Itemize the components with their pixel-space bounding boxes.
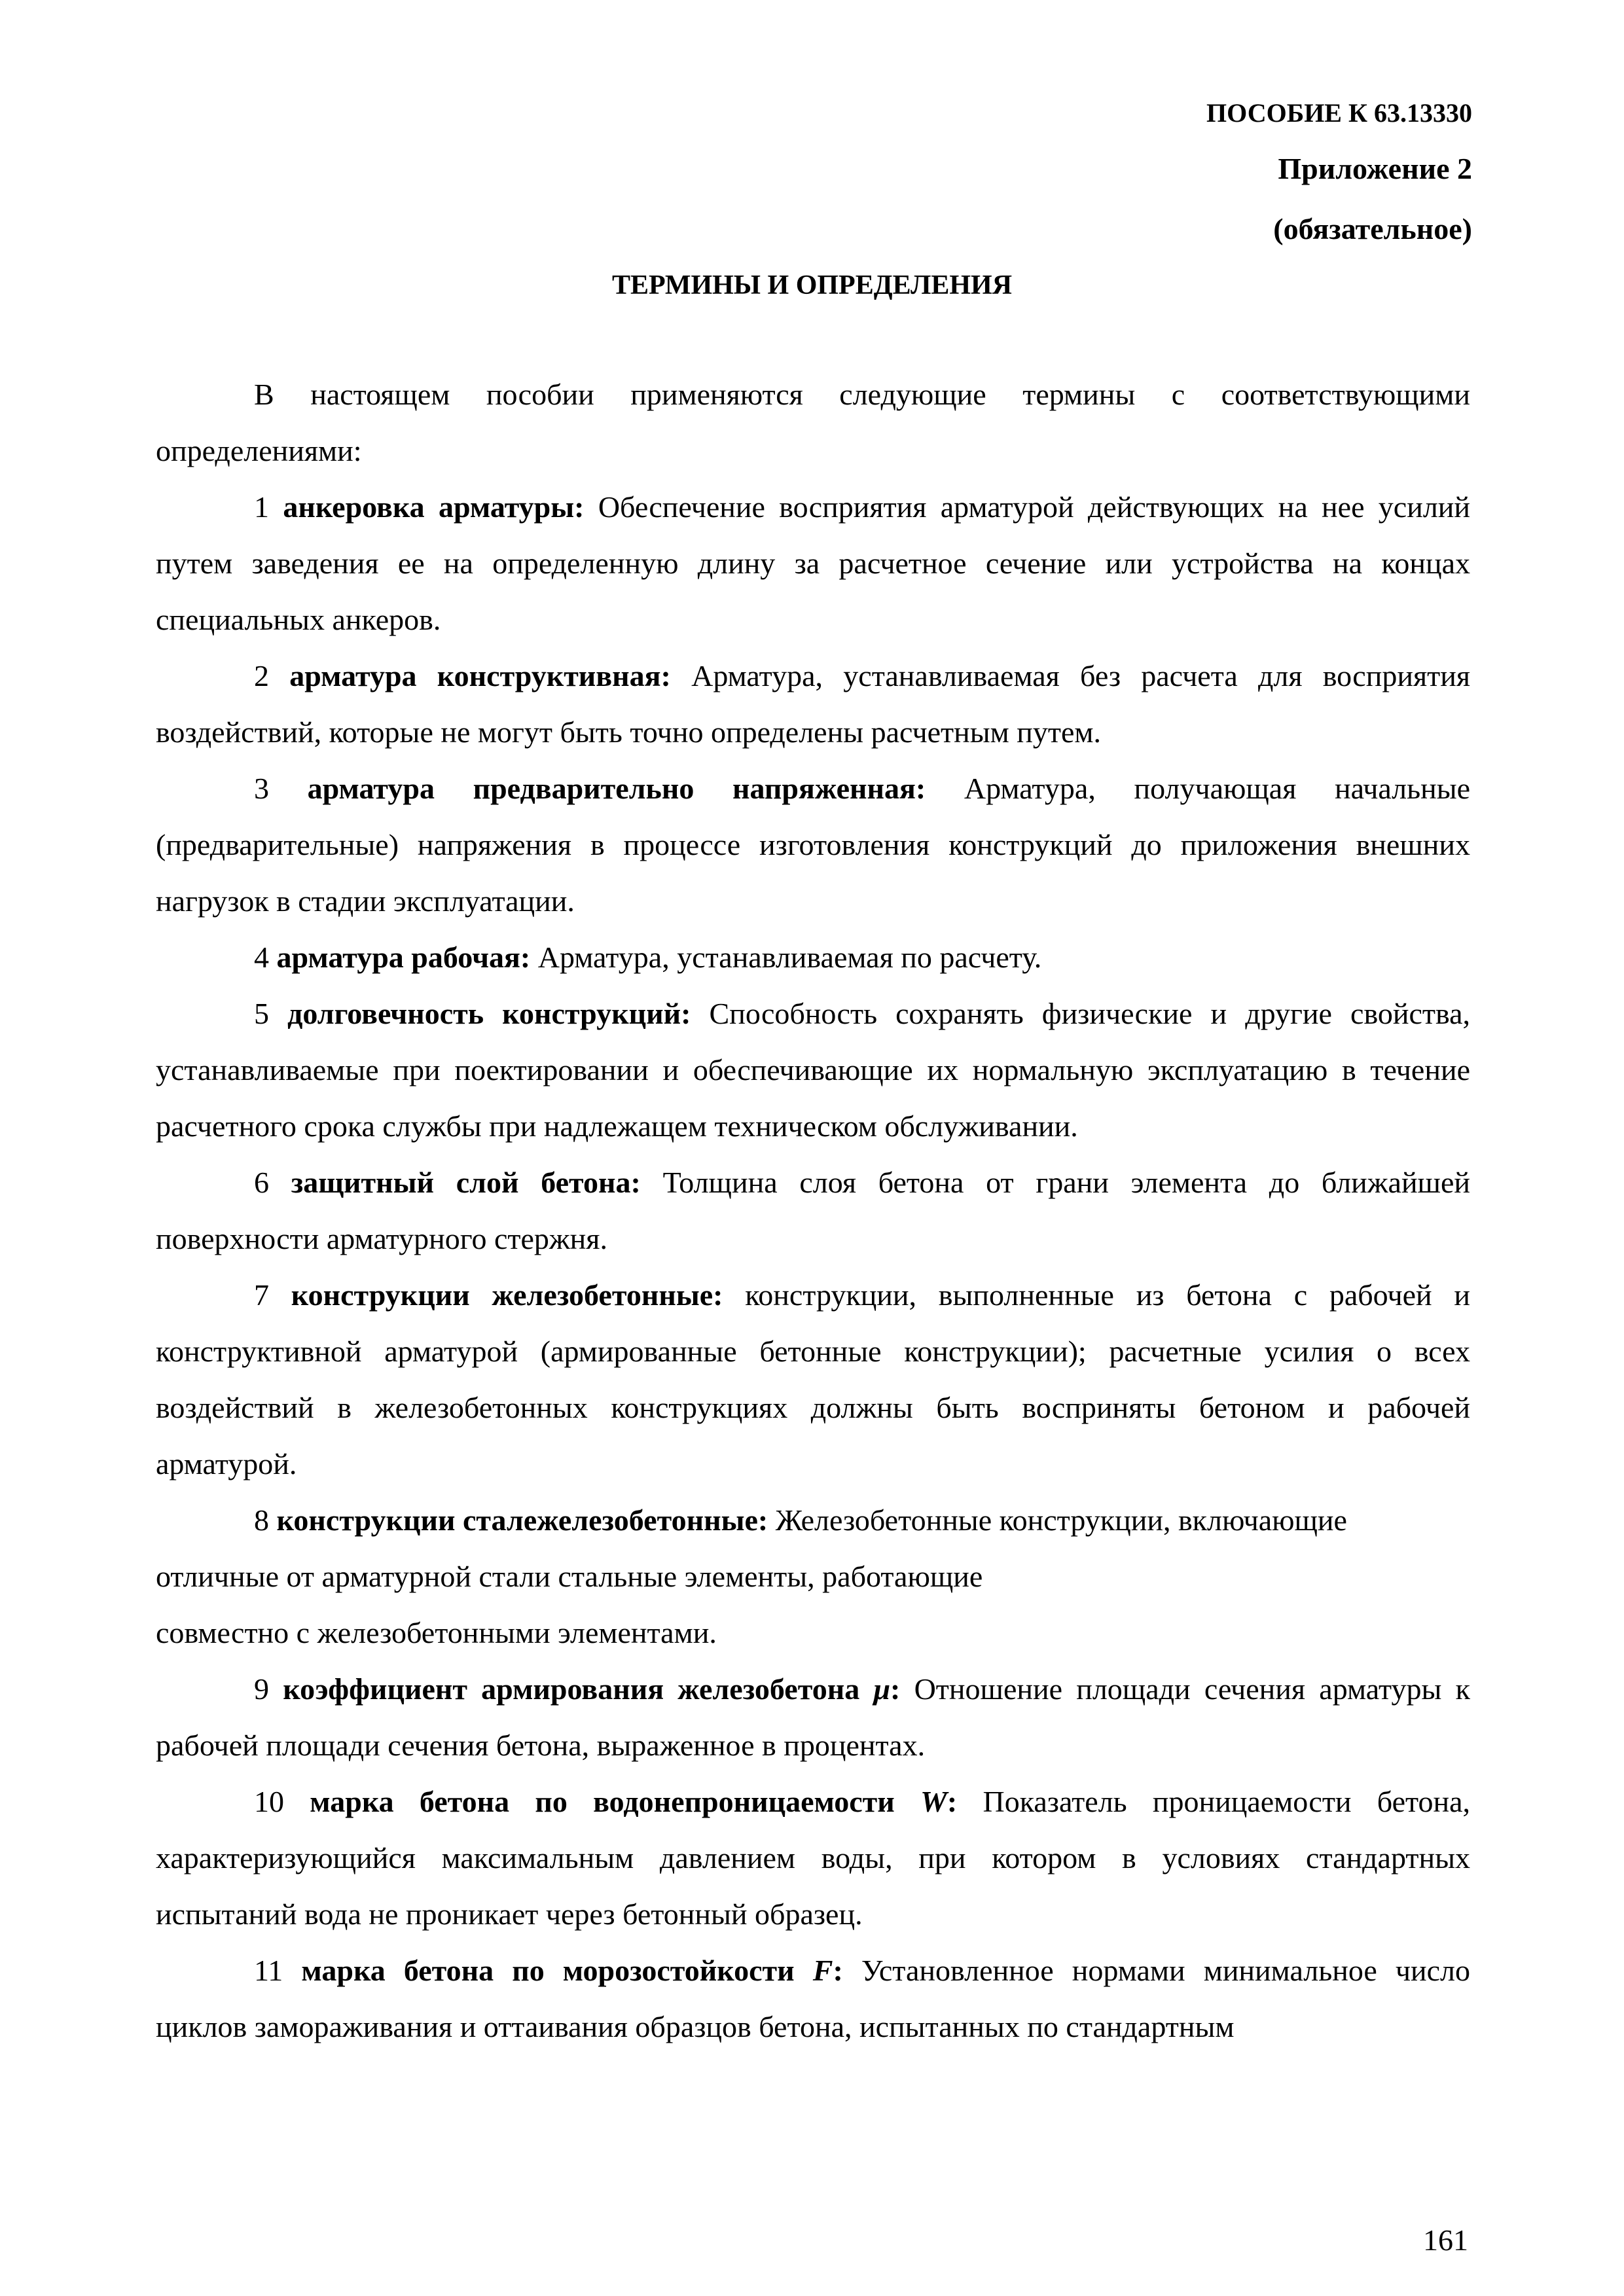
term-name: долговечность конструкций: [287,997,691,1030]
section-title: ТЕРМИНЫ И ОПРЕДЕЛЕНИЯ [611,270,1013,300]
term-name: марка бетона по морозостойкости [301,1954,795,1987]
term-name: конструкции сталежелезобетонные: [276,1503,768,1537]
term-number: 10 [254,1785,284,1818]
term-number: 6 [254,1166,269,1199]
term-number: 3 [254,772,269,805]
term-definition: Показатель проницаемости бетона, характеризующийся максимальным давлением воды, при котором в условиях стандартных испытаний вода не проникает через бетонный образец. [156,1785,1471,1931]
term-definition: Железобетонные конструкции, включающие отличные от арматурной стали стальные элементы, работающие [156,1503,1347,1593]
term-number: 7 [254,1278,269,1312]
term-name: арматура предварительно напряженная: [307,772,926,805]
term-definition: Отношение площади сечения арматуры к рабочей площади сечения бетона, выраженное в процентах. [156,1672,1470,1762]
term-10 [156,1774,1470,1943]
term-name: защитный слой бетона: [291,1166,641,1199]
term-colon: : [947,1785,958,1818]
term-name: марка бетона по водонепроницаемости [310,1785,895,1818]
term-definition: Способность сохранять физические и другие свойства, устанавливаемые при поектировании и обеспечивающие их нормальную эксплуатацию в течение расчетного срока службы при надлежащем техническом обслуживании. [156,997,1471,1143]
term-8 [156,1492,1470,1661]
term-name: коэффициент армирования железобетона [283,1672,860,1706]
term-name: анкеровка арматуры: [283,490,585,524]
appendix-title: Приложение 2 [1278,152,1472,185]
term-5 [156,986,1470,1155]
term-number: 2 [254,659,269,692]
term-definition: Обеспечение восприятия арматурой действующих на нее усилий путем заведения ее на определенную длину за расчетное сечение или устройства на концах специальных анкеров. [156,490,1471,636]
term-definition: Арматура, устанавливаемая без расчета для восприятия воздействий, которые не могут быть точно определены расчетным путем. [156,659,1470,749]
term-number: 1 [254,490,269,524]
term-1 [156,479,1470,648]
term-7 [156,1267,1470,1492]
term-colon: : [833,1954,843,1987]
term-symbol: W [920,1785,947,1818]
term-symbol: μ [873,1672,891,1706]
document-page: ПОСОБИЕ К 63.13330 Приложение 2 (обязательное) ТЕРМИНЫ И ОПРЕДЕЛЕНИЯ В настоящем пособии применяются следующие термины с соответствующими определениями: 1 анкеровка арматуры: Обеспечение восприятия арматурой действующих на нее усилий путем заведения ее на определенную длину за расчетное сечение или устройства на концах специальных анкеров. 2 арматура конструктивная: Арматура, устанавливаемая без расчета для восприятия воздействий, которые не могут быть точно определены расчетным путем. 3 арматура предварительно напряженная: Арматура, получающая начальные (предварительные) напряжения в процессе изготовления конструкций до приложения внешних нагрузок в стадии эксплуатации. 4 арматура рабочая: Арматура, устанавливаемая по расчету. 5 долговечность конструкций: Способность сохранять физические и другие свойства, устанавливаемые при поектировании и обеспечивающие их нормальную эксплуатацию в течение расчетного срока службы при надлежащем техническом обслуживании. 6 защитный слой бетона: Толщина слоя бетона от грани элемента до ближайшей поверхности арматурного стержня. 7 конструкции железобетонные: конструкции, выполненные из бетона с рабочей и конструктивной арматурой (армированные бетонные конструкции); расчетные усилия о всех воздействий в железобетонных конструкциях должны быть восприняты бетоном и рабочей арматурой. 8 конструкции сталежелезобетонные: Железобетонные конструкции, включающие отличные от арматурной стали стальные элементы, работающие совместно с железобетонными элементами. 9 коэффициент армирования железобетона μ: Отношение площади сечения арматуры к рабочей площади сечения бетона, выраженное в процентах. 10 марка бетона по водонепроницаемости W: Показатель проницаемости бетона, характеризующийся максимальным давлением воды, при котором в условиях стандартных испытаний вода не проникает через бетонный образец. 11 марка бетона по морозостойкости F: Установленное нормами минимальное число циклов замораживания и оттаивания образцов бетона, испытанных по стандартным 161 [0,0,1624,2296]
intro-paragraph: В настоящем пособии применяются следующие термины с соответствующими определениями: [156,378,1470,467]
term-number: 9 [254,1672,269,1706]
term-4 [156,929,1470,986]
document-body [156,367,1470,2055]
term-definition: Толщина слоя бетона от грани элемента до ближайшей поверхности арматурного стержня. [156,1166,1471,1255]
term-number: 5 [254,997,269,1030]
term-9 [156,1661,1470,1774]
term-symbol: F [812,1954,833,1987]
term-11 [156,1943,1470,2055]
term-6 [156,1155,1470,1267]
term-definition: Арматура, получающая начальные (предварительные) напряжения в процессе изготовления конструкций до приложения внешних нагрузок в стадии эксплуатации. [156,772,1471,918]
term-definition-continued: совместно с железобетонными элементами. [156,1616,717,1649]
term-2 [156,648,1470,761]
term-name: арматура конструктивная: [289,659,671,692]
term-number: 4 [254,941,269,974]
term-colon: : [890,1672,901,1706]
term-number: 11 [254,1954,283,1987]
term-definition: конструкции, выполненные из бетона с рабочей и конструктивной арматурой (армированные бетонные конструкции); расчетные усилия о всех воздействий в железобетонных конструкциях должны быть восприняты бетоном и рабочей арматурой. [156,1278,1470,1480]
appendix-status: (обязательное) [1273,212,1472,245]
term-name: конструкции железобетонные: [291,1278,723,1312]
term-3 [156,761,1470,929]
document-code: ПОСОБИЕ К 63.13330 [1206,98,1472,128]
term-definition: Арматура, устанавливаемая по расчету. [537,941,1042,974]
term-number: 8 [254,1503,269,1537]
term-name: арматура рабочая: [276,941,531,974]
term-definition: Установленное нормами минимальное число циклов замораживания и оттаивания образцов бетона, испытанных по стандартным [156,1954,1471,2043]
